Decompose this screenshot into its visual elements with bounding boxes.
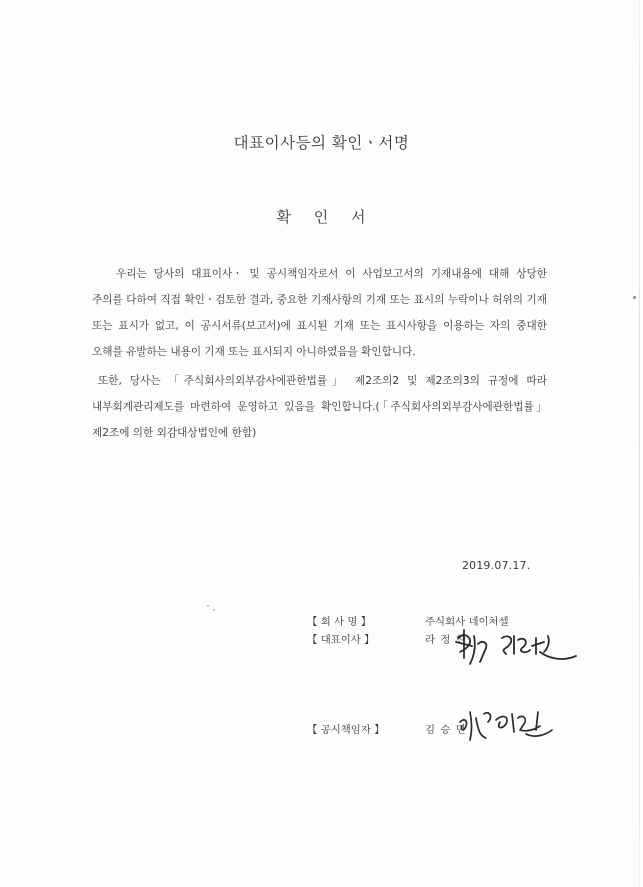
company-name-value: 주식회사 네이처셀	[425, 616, 509, 628]
document-subtitle: 확 인 서	[276, 208, 375, 226]
internal-control-paragraph: 또한, 당사는 「주식회사의외부감사에관한법률」 제2조의2 및 제2조의3의 규정에 따라 내부회계관리제도를 마련하여 운영하고 있음을 확인합니다.(「주식회사의외부감사에관한법률」제2조에 의한 외감대상법인에 한함)	[92, 375, 547, 439]
disclosure-officer-signature	[456, 700, 556, 744]
disclosure-officer-value: 김 승 민	[425, 724, 467, 736]
company-name-label: 【 회 사 명 】	[307, 616, 372, 628]
scan-edge	[639, 0, 640, 887]
scan-speck	[207, 605, 209, 607]
ceo-signature	[452, 628, 582, 672]
document-date: 2019.07.17.	[462, 559, 531, 572]
confirmation-paragraph: 우리는 당사의 대표이사ㆍ 및 공시책임자로서 이 사업보고서의 기재내용에 대해 상당한 주의를 다하여 직접 확인ㆍ검토한 결과, 중요한 기재사항의 기재 또는 표시의 누락이나 허위의 기재 또는 표시가 없고, 이 공시서류(보고서)에 표시된 기재 또는 표시사항을 이용하는 자의 중대한 오해를 유발하는 내용이 기재 또는 표시되지 아니하였음을 확인합니다.	[92, 268, 547, 358]
scan-speck	[213, 609, 215, 611]
ceo-label: 【 대표이사 】	[307, 634, 375, 646]
disclosure-officer-label: 【 공시책임자 】	[307, 724, 385, 736]
ceo-name-value: 라 정 찬	[425, 634, 467, 646]
document-title: 대표이사등의 확인ㆍ서명	[233, 134, 410, 152]
scan-speck	[633, 296, 636, 299]
